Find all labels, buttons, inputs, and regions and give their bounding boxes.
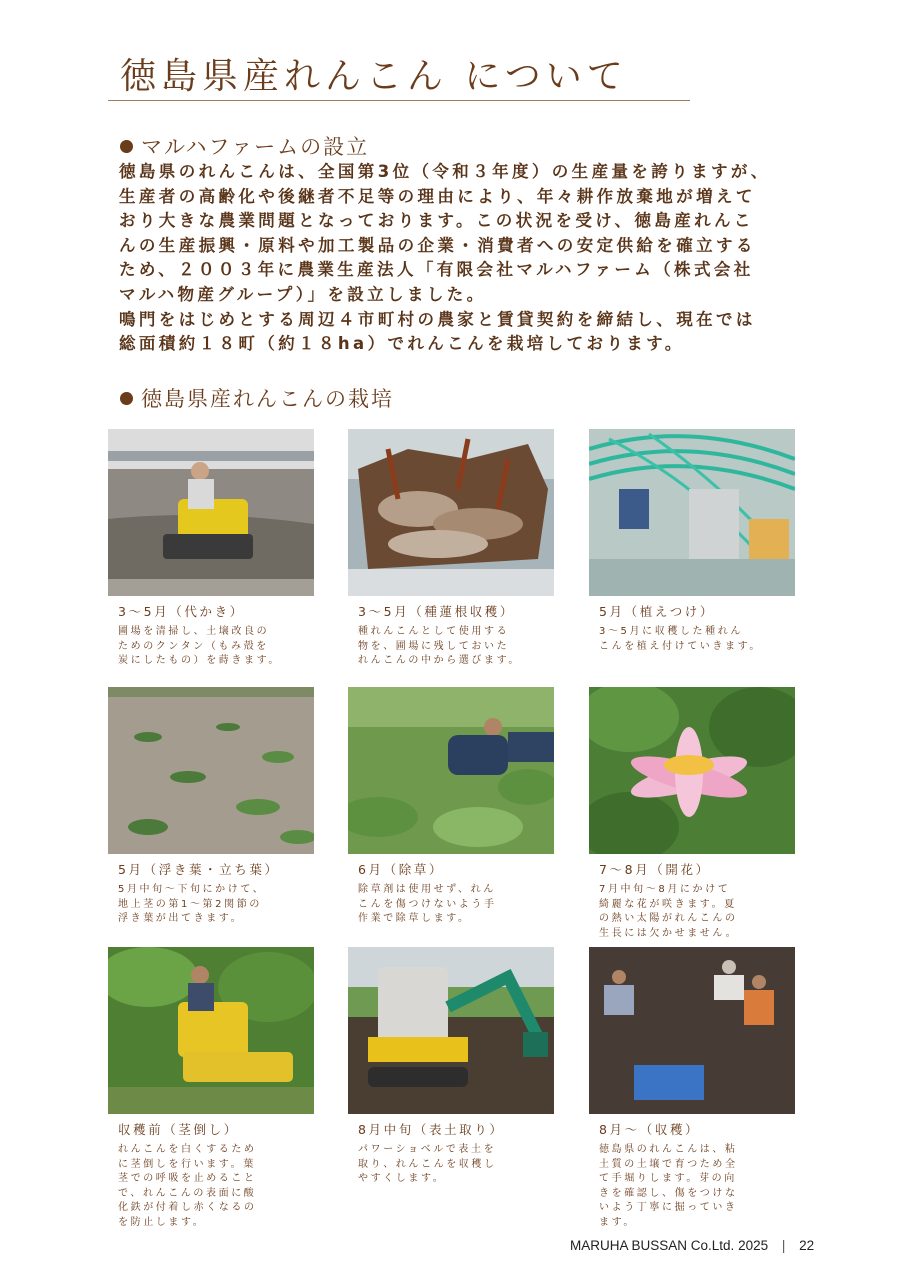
step-description	[599, 883, 799, 941]
step-description	[358, 1143, 558, 1187]
desc-line: れんこんを白くするため	[118, 1144, 257, 1155]
step-caption: 7～8月（開花）	[599, 862, 711, 877]
desc-line: で、れんこんの表面に酸	[118, 1187, 257, 1199]
desc-line: 綺麗な花が咲きます。夏	[599, 898, 737, 910]
section-heading-text: マルハファームの設立	[141, 135, 370, 159]
photo-floating-leaves	[108, 687, 314, 854]
desc-line: ます。	[599, 1216, 636, 1228]
photo-seed-lotus-roots	[348, 429, 554, 596]
desc-line: て手堀りします。芽の向	[599, 1173, 737, 1185]
desc-line: の熱い太陽がれんこんの	[599, 913, 738, 925]
step-caption: 収穫前（茎倒し）	[118, 1122, 239, 1137]
desc-line: 浮き葉が出てきます。	[118, 913, 244, 925]
step-description	[599, 625, 799, 654]
desc-line: こんを植え付けていきます。	[599, 640, 762, 652]
desc-line: きを確認し、傷をつけな	[599, 1187, 738, 1199]
intro-line: 総面積約１８町（約１８ha）でれんこんを栽培しております。	[119, 334, 685, 354]
step-card-shirokaki	[108, 429, 318, 669]
desc-line: 種れんこんとして使用する	[358, 626, 510, 637]
step-card-topsoil	[348, 947, 558, 1187]
desc-line: 茎での呼吸を止めること	[118, 1173, 257, 1185]
intro-line: 徳島県のれんこんは、全国第3位（令和３年度）の生産量を誇りますが、	[119, 162, 771, 181]
desc-line: 取り、れんこんを収穫し	[358, 1158, 497, 1170]
desc-line: いよう丁寧に掘っていき	[599, 1202, 738, 1214]
desc-line: 地上茎の第1～第2関節の	[118, 898, 262, 910]
footer-separator: |	[781, 1238, 786, 1253]
intro-paragraph	[119, 160, 819, 357]
desc-line: ためのクンタン（もみ殻を	[118, 640, 269, 652]
footer-year: 2025	[738, 1238, 769, 1253]
step-caption: 8月中旬（表土取り）	[358, 1122, 505, 1137]
photo-tractor-tilling	[108, 429, 314, 596]
photo-stem-cutting	[108, 947, 314, 1114]
step-card-planting	[589, 429, 799, 654]
title-divider	[108, 100, 690, 101]
desc-line: 土質の土壌で育つため全	[599, 1158, 738, 1170]
step-description	[358, 625, 558, 669]
step-caption: 5月（浮き葉・立ち葉）	[118, 862, 280, 877]
photo-excavator	[348, 947, 554, 1114]
step-caption: 3～5月（種蓮根収穫）	[358, 604, 516, 619]
desc-line: 作業で除草します。	[358, 913, 471, 925]
desc-line: れんこんの中から選びます。	[358, 655, 521, 667]
intro-line: マルハ物産グループ）」を設立しました。	[119, 284, 487, 304]
photo-planting	[589, 429, 795, 596]
page-title: 徳島県産れんこん について	[120, 56, 628, 97]
desc-line: 生長には欠かせません。	[599, 927, 739, 939]
intro-line: 鳴門をはじめとする周辺４市町村の農家と賃貸契約を締結し、現在では	[119, 309, 756, 329]
step-caption: 3～5月（代かき）	[118, 604, 245, 619]
intro-line: んの生産振興・原料や加工製品の企業・消費者への安定供給を確立する	[119, 235, 756, 255]
desc-line: 3～5月に収穫した種れん	[599, 626, 743, 637]
step-caption: 5月（植えつけ）	[599, 604, 716, 619]
step-description	[358, 883, 558, 927]
footer-page-number: 22	[799, 1238, 815, 1253]
step-card-harvest	[589, 947, 799, 1231]
section-heading-establishment	[120, 131, 369, 161]
desc-line: を防止します。	[118, 1216, 206, 1228]
bullet-icon	[120, 140, 133, 153]
intro-line: ため、２００３年に農業生産法人「有限会社マルハファーム（株式会社	[119, 260, 754, 280]
photo-weeding	[348, 687, 554, 854]
desc-line: こんを傷つけないよう手	[358, 898, 497, 910]
desc-line: 徳島県のれんこんは、粘	[599, 1144, 738, 1155]
step-description	[118, 883, 318, 927]
footer-company: MARUHA BUSSAN Co.Ltd.	[570, 1238, 735, 1253]
intro-line: おり大きな農業問題となっております。この状況を受け、徳島産れんこ	[119, 211, 754, 231]
desc-line: 炭にしたもの）を蒔きます。	[118, 655, 281, 667]
step-card-weeding	[348, 687, 558, 927]
step-description	[118, 1143, 318, 1231]
step-card-floating-leaves	[108, 687, 318, 927]
desc-line: 7月中旬～8月にかけて	[599, 884, 731, 895]
section-heading-text: 徳島県産れんこんの栽培	[141, 387, 394, 411]
desc-line: 物を、圃場に残しておいた	[358, 640, 510, 652]
section-heading-cultivation	[120, 383, 394, 413]
desc-line: 圃場を清掃し、土壌改良の	[118, 626, 270, 637]
desc-line: 除草剤は使用せず、れん	[358, 884, 496, 895]
desc-line: に茎倒しを行います。葉	[118, 1158, 256, 1170]
step-card-stem-cutting	[108, 947, 318, 1231]
desc-line: やすくします。	[358, 1173, 446, 1185]
desc-line: 5月中旬～下旬にかけて、	[118, 884, 266, 895]
desc-line: パワーショベルで表土を	[358, 1144, 497, 1155]
page-footer	[570, 1238, 814, 1253]
photo-harvest	[589, 947, 795, 1114]
step-caption: 6月（除草）	[358, 862, 445, 877]
step-card-flowering	[589, 687, 799, 941]
step-caption: 8月～（収穫）	[599, 1122, 701, 1137]
bullet-icon	[120, 392, 133, 405]
desc-line: 化鉄が付着し赤くなるの	[118, 1202, 257, 1214]
step-description	[599, 1143, 799, 1231]
step-card-seed-harvest	[348, 429, 558, 669]
intro-line: 生産者の高齢化や後継者不足等の理由により、年々耕作放棄地が増えて	[119, 186, 756, 206]
step-description	[118, 625, 318, 669]
photo-lotus-flower	[589, 687, 795, 854]
